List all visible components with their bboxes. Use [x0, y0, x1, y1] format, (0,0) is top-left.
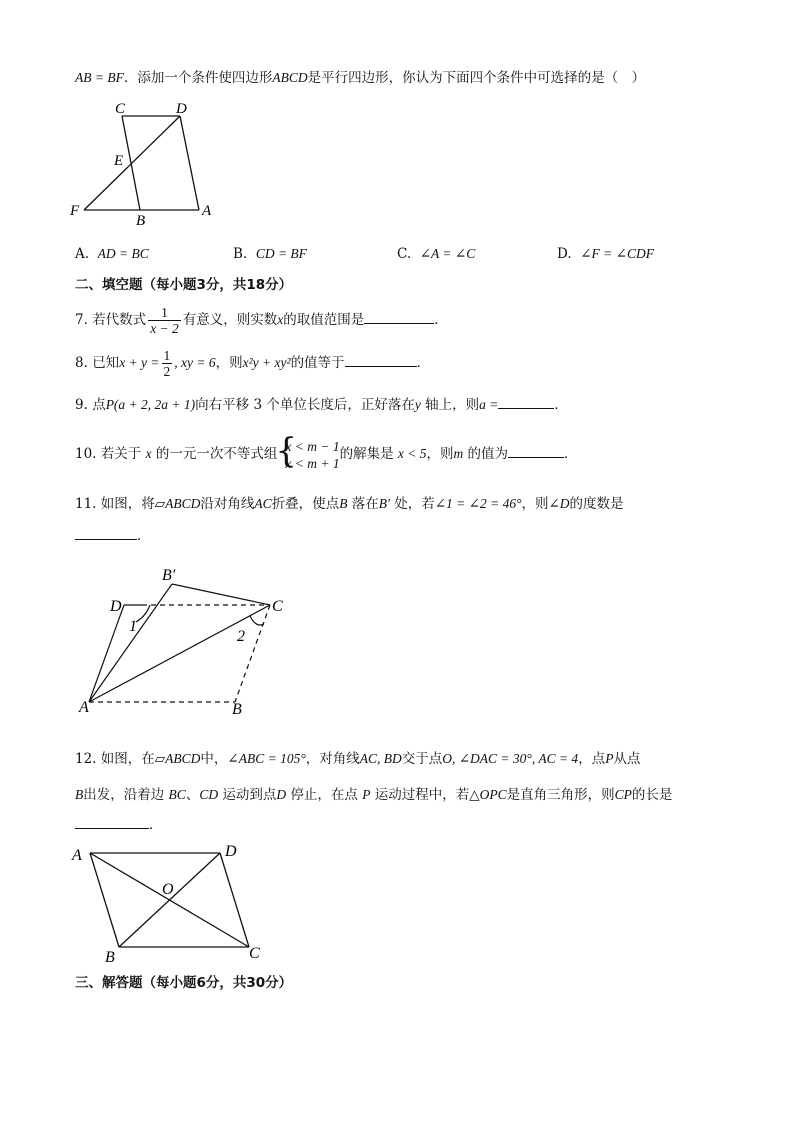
q6-label-F: F	[70, 203, 80, 219]
q9: 9. 点P(a + 2, 2a + 1)向右平移 3 个单位长度后，正好落在y 轴上，则a = ．	[75, 397, 568, 413]
q11-figure	[76, 562, 306, 720]
q11-label-2: 2	[237, 628, 245, 645]
q7-fraction: $\frac{1}{x - 2}$	[150, 305, 179, 336]
q11-answer-blank[interactable]	[75, 527, 137, 540]
q6-option-a[interactable]: A. AD = BC	[75, 246, 149, 262]
q7-answer-blank[interactable]	[364, 311, 434, 324]
q11-label-A: A	[79, 699, 89, 716]
q10-answer-blank[interactable]	[508, 445, 564, 458]
q6-label-A: A	[202, 203, 212, 219]
q9-answer-blank[interactable]	[498, 396, 554, 409]
q11: 11. 如图，将▱ABCD沿对角线AC折叠，使点B 落在B′ 处，若∠1 = ∠2 = 46°，则∠D的度数是	[75, 496, 624, 512]
q11-label-Bprime: B′	[162, 567, 176, 584]
q11-label-B: B	[232, 701, 242, 718]
q12-answer-blank[interactable]	[75, 816, 149, 829]
q6-figure	[66, 98, 226, 230]
q10: 10. 若关于 x 的一元一次不等式组 { x < m − 1 x < m + 1 的解集是 x < 5，则m 的值为 ．	[75, 430, 578, 471]
q10-inequality-system: { x < m − 1 x < m + 1	[275, 430, 340, 471]
q6-stem: AB = BF．添加一个条件使四边形ABCD是平行四边形，你认为下面四个条件中可选择的是（ ）	[75, 70, 646, 86]
q12-line2: B出发，沿着边 BC、CD 运动到点D 停止，在点 P 运动过程中，若△OPC是直角三角形，则CP的长是	[75, 787, 673, 803]
q6-option-d[interactable]: D. ∠F = ∠CDF	[557, 246, 654, 262]
q12-label-A: A	[72, 847, 82, 864]
q6-option-b[interactable]: B. CD = BF	[233, 246, 307, 262]
q6-label-D: D	[176, 101, 187, 117]
section-3-title: 三、解答题（每小题6分，共30分）	[75, 975, 293, 991]
q12-figure	[68, 840, 278, 966]
q6-option-c[interactable]: C. ∠A = ∠C	[397, 246, 476, 262]
q6-label-E: E	[114, 153, 124, 169]
q11-answer-line: ．	[75, 527, 151, 545]
q12-answer-line: ．	[75, 816, 163, 834]
q6-label-B: B	[136, 213, 146, 229]
q12-label-C: C	[249, 945, 260, 962]
q11-label-D: D	[110, 598, 122, 615]
q6-lead: AB = BF	[75, 70, 124, 85]
q6-label-C: C	[115, 101, 126, 117]
q12-label-B: B	[105, 949, 115, 966]
q11-label-1: 1	[129, 618, 137, 635]
q8-answer-blank[interactable]	[345, 354, 417, 367]
q12-line1: 12. 如图，在▱ABCD中，∠ABC = 105°，对角线AC, BD交于点O, ∠DAC = 30°, AC = 4，点P从点	[75, 751, 641, 767]
section-2-title: 二、填空题（每小题3分，共18分）	[75, 277, 293, 293]
q8-fraction: $\frac{1}{2}$	[163, 348, 171, 379]
q8: 8. 已知x + y = $\frac{1}{2}$ , xy = 6，则x²y + xy²的值等于 ．	[75, 348, 431, 379]
q7: 7. 若代数式 $\frac{1}{x - 2}$ 有意义，则实数x的取值范围是 ．	[75, 305, 448, 336]
q12-label-D: D	[225, 843, 237, 860]
q12-label-O: O	[162, 881, 174, 898]
q11-label-C: C	[272, 598, 283, 615]
